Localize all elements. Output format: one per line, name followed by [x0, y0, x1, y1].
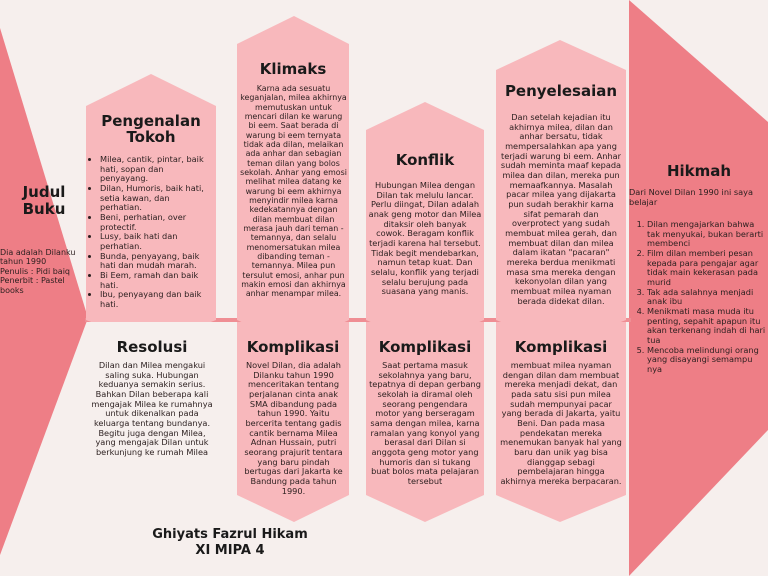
- penyelesaian-text: Dan setelah kejadian itu akhirnya milea, dilan dan anhar bersatu, tidak mempersalahkan apa yang terjadi warung bi eem. Anhar sudah meminta maaf kepada milea dan dilan, mereka pun memaafkannya. Masalah pacar milea yang dijakarta pun sudah berakhir karna sifat pemarah dan overprotect yang sudah membuat milea gerah, dan membuat dilan dan milea dalam ikatan "pacaran" mereka berdua menikmati masa sma mereka dengan kekonyolan dilan yang membuat milea nyaman berada didekat dilan.: [500, 112, 622, 306]
- author-block: [100, 527, 360, 558]
- author-class: XI MIPA 4: [195, 542, 265, 558]
- pengenalan-item: • Beni, perhatian, over protectif.: [100, 213, 214, 232]
- pengenalan-item: • Lusy, baik hati dan perhatian.: [100, 232, 214, 251]
- konflik-text: Hubungan Milea dengan Dilan tak melulu lancar. Perlu diingat, Dilan adalah anak geng motor dan Milea ditaksir oleh banyak cowok. Beragam konflik terjadi karena hal tersebut. Tidak begit mendebarkan, namun tetap kuat. Dan selalu, konflik yang terjadi selalu berujung pada suasana yang manis.: [368, 180, 482, 297]
- konflik-title: Konflik: [395, 151, 455, 169]
- hikmah-item: 1. Dilan mengajarkan bahwa tak menyukai, bukan berarti membenci: [647, 220, 766, 249]
- pengenalan-title: Pengenalan Tokoh: [101, 112, 201, 146]
- hikmah-item: 3. Tak ada salahnya menjadi anak ibu: [647, 288, 766, 307]
- komplikasi1-title: Komplikasi: [246, 338, 340, 356]
- pengenalan-list: [90, 155, 214, 310]
- klimaks-text: Karna ada sesuatu keganjalan, milea akhirnya memutuskan untuk mencari dilan ke warung bi eem. Saat berada di warung bi eem ternyata tidak ada dilan, melaikan ada anhar dan sebagian teman dilan yang bolos sekolah. Anhar yang emosi melihat milea datang ke warung bi eem akhirnya menyindir milea karna kedekatannya dengan dilan membuat dilan merasa jauh dari teman - temannya, dan selalu menomersatukan milea dibanding teman - temannya. Milea pun tersulut emosi, anhar pun makin emosi dan akhirnya anhar menampar milea.: [240, 84, 347, 299]
- pengenalan-item: • Dilan, Humoris, baik hati, setia kawan, dan perhatian.: [100, 184, 214, 213]
- hikmah-item: 5. Mencoba melindungi orang yang disayangi semampu nya: [647, 346, 766, 375]
- pengenalan-item: • Bi Eem, ramah dan baik hati.: [100, 271, 214, 290]
- komplikasi2-title: Komplikasi: [378, 338, 472, 356]
- hikmah-intro: Dari Novel Dilan 1990 ini saya belajar: [629, 187, 754, 207]
- author-name: Ghiyats Fazrul Hikam: [152, 527, 308, 542]
- hikmah-item: 2. Film dilan memberi pesan kepada para pengajar agar tidak main kekerasan pada murid: [647, 249, 766, 288]
- resolusi-text: Dilan dan Milea mengakui saling suka. Hubungan keduanya semakin serius. Bahkan Dilan beberapa kali mengajak Milea ke rumahnya untuk dikenalkan pada keluarga tentang bundanya. Begitu juga dengan Milea, yang mengajak Dilan untuk berkunjung ke rumah Milea: [91, 360, 213, 458]
- hikmah-title: Hikmah: [666, 162, 732, 180]
- pengenalan-item: • Ibu, penyayang dan baik hati.: [100, 290, 214, 309]
- penyelesaian-title: Penyelesaian: [504, 82, 618, 100]
- klimaks-title: Klimaks: [259, 60, 327, 78]
- komplikasi3-text: membuat milea nyaman dengan dilan dam membuat mereka menjadi dekat, dan pada satu sisi pun milea sudah mempunyai pacar yang berada di Jakarta, yaitu Beni. Dan pada masa pendekatan mereka menemukan banyak hal yang baru dan unik yag bisa dianggap sebagi pembelajaran hingga akhirnya mereka berpacaran.: [500, 360, 622, 487]
- judul-info: Dia adalah Dilanku tahun 1990 Penulis : Pidi baiq Penerbit : Pastel books: [0, 248, 76, 295]
- komplikasi2-text: Saat pertama masuk sekolahnya yang baru, tepatnya di depan gerbang sekolah ia diramal oleh seorang pengendara motor yang berseragam sama dengan milea, karna ramalan yang konyol yang berasal dari Dilan si anggota geng motor yang humoris dan si tukang buat bolos mata pelajaran tersebut: [369, 360, 481, 487]
- pengenalan-item: • Bunda, penyayang, baik hati dan mudah marah.: [100, 252, 214, 271]
- komplikasi3-title: Komplikasi: [514, 338, 608, 356]
- pengenalan-item: • Milea, cantik, pintar, baik hati, sopan dan penyayang.: [100, 155, 214, 184]
- komplikasi1-text: Novel Dilan, dia adalah Dilanku tahun 1990 menceritakan tentang perjalanan cinta anak SMA dibandung pada tahun 1990. Yaitu bercerita tentang gadis cantik bernama Milea Adnan Hussain, putri seorang prajurit tentara yang baru pindah bertugas dari Jakarta ke Bandung pada tahun 1990.: [244, 360, 343, 496]
- hikmah-list: [629, 220, 766, 375]
- judul-title: Judul Buku: [22, 183, 66, 219]
- hikmah-item: 4. Menikmati masa muda itu penting, sepahit apapun itu akan terkenang indah di hari tua: [647, 307, 766, 346]
- resolusi-title: Resolusi: [116, 338, 188, 356]
